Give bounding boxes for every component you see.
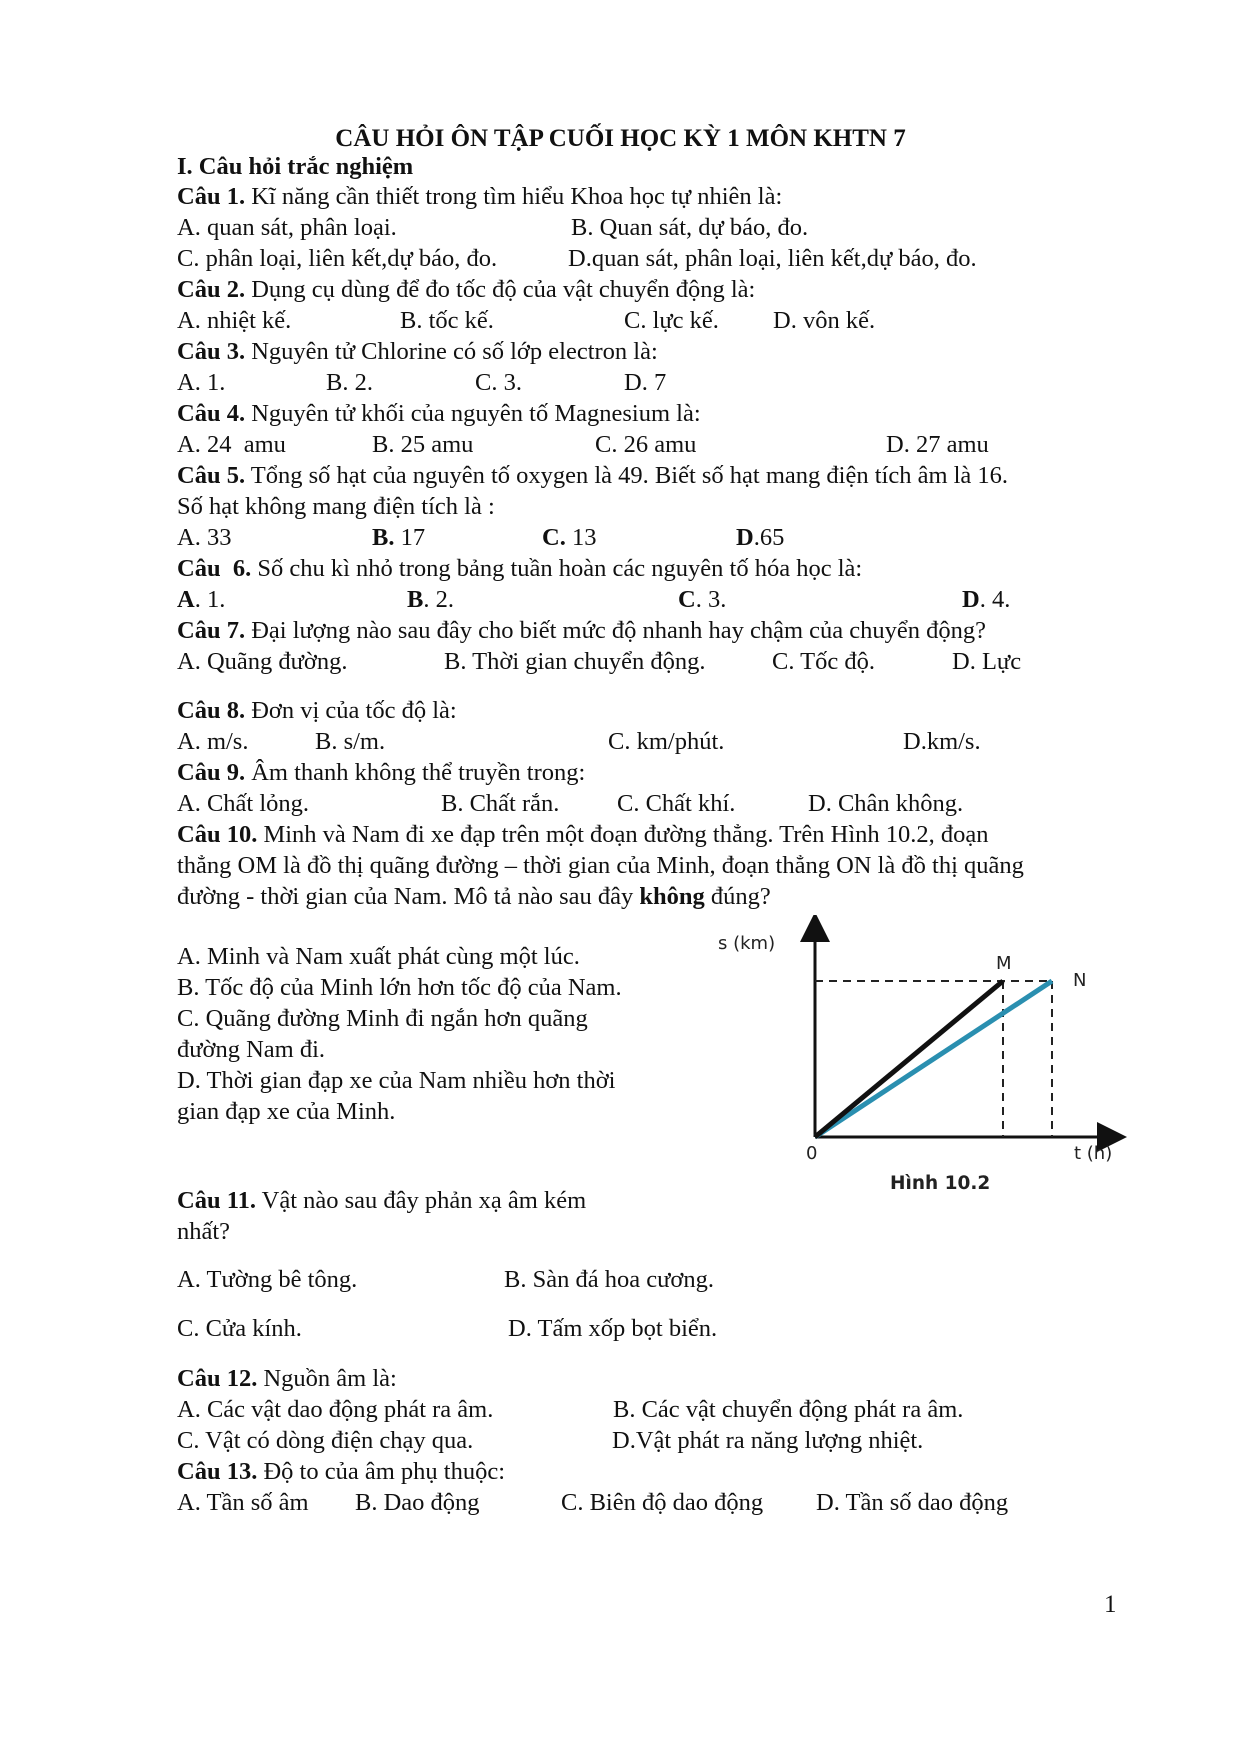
- q7-option-a: A. Quãng đường.: [177, 648, 348, 675]
- question-12: [177, 1364, 397, 1394]
- q10-option-c: C. Quãng đường Minh đi ngắn hơn quãng: [177, 1005, 588, 1032]
- q13-option-c: C. Biên độ dao động: [561, 1489, 764, 1516]
- question-text: Vật nào sau đây phản xạ âm kém: [255, 1187, 587, 1214]
- question-text: Nguyên tử khối của nguyên tố Magnesium là:: [245, 400, 701, 427]
- distance-time-graph: [700, 915, 1140, 1215]
- question-text: Tổng số hạt của nguyên tố oxygen là 49. Biết số hạt mang điện tích âm là 16.: [245, 462, 1009, 489]
- question-text: Minh và Nam đi xe đạp trên một đoạn đường thẳng. Trên Hình 10.2, đoạn: [257, 821, 989, 848]
- q8-option-a: A. m/s.: [177, 728, 249, 755]
- question-11: [177, 1186, 586, 1216]
- question-label: Câu 10.: [177, 821, 258, 848]
- q9-option-b: B. Chất rắn.: [441, 790, 560, 817]
- q7-option-b: B. Thời gian chuyển động.: [444, 648, 706, 675]
- q5-option-a: A. 33: [177, 524, 232, 551]
- question-3: [177, 337, 658, 367]
- q2-option-c: C. lực kế.: [624, 307, 719, 334]
- q11-option-c: C. Cửa kính.: [177, 1315, 302, 1342]
- q5-option-d: D.65: [736, 524, 785, 551]
- question-10: [177, 820, 989, 850]
- q13-option-d: D. Tần số dao động: [816, 1489, 1009, 1516]
- question-text: Đơn vị của tốc độ là:: [245, 697, 457, 724]
- q12-option-a: A. Các vật dao động phát ra âm.: [177, 1396, 494, 1423]
- question-11-continued: nhất?: [177, 1218, 231, 1245]
- q4-option-c: C. 26 amu: [595, 431, 697, 458]
- question-text: Độ to của âm phụ thuộc:: [257, 1458, 505, 1485]
- q9-option-d: D. Chân không.: [808, 790, 964, 817]
- origin-label: 0: [806, 1143, 818, 1164]
- q1-option-d: D.quan sát, phân loại, liên kết,dự báo, đo.: [568, 245, 977, 272]
- q9-option-c: C. Chất khí.: [617, 790, 736, 817]
- q3-option-c: C. 3.: [475, 369, 522, 396]
- q4-option-d: D. 27 amu: [886, 431, 989, 458]
- q12-option-d: D.Vật phát ra năng lượng nhiệt.: [612, 1427, 924, 1454]
- question-label: Câu 7.: [177, 617, 246, 644]
- q10-option-d: D. Thời gian đạp xe của Nam nhiều hơn thời: [177, 1067, 616, 1094]
- q5-option-c: C. 13: [542, 524, 597, 551]
- question-9: [177, 758, 585, 788]
- q4-option-b: B. 25 amu: [372, 431, 474, 458]
- question-8: [177, 696, 457, 726]
- page-title: CÂU HỎI ÔN TẬP CUỐI HỌC KỲ 1 MÔN KHTN 7: [335, 125, 906, 152]
- question-1: [177, 182, 782, 212]
- q1-option-c: C. phân loại, liên kết,dự báo, đo.: [177, 245, 498, 272]
- question-text: Nguồn âm là:: [257, 1365, 397, 1392]
- section-heading: I. Câu hỏi trắc nghiệm: [177, 153, 414, 180]
- question-label: Câu 1.: [177, 183, 246, 210]
- q11-option-b: B. Sàn đá hoa cương.: [504, 1266, 714, 1293]
- question-text: Số chu kì nhỏ trong bảng tuần hoàn các nguyên tố hóa học là:: [251, 555, 863, 582]
- question-5: [177, 461, 1008, 491]
- q5-option-b: B. 17: [372, 524, 426, 551]
- question-label: Câu 4.: [177, 400, 246, 427]
- q12-option-c: C. Vật có dòng điện chạy qua.: [177, 1427, 474, 1454]
- question-text: Âm thanh không thể truyền trong:: [245, 759, 586, 786]
- q6-option-b: B. 2.: [407, 586, 454, 613]
- q1-option-b: B. Quan sát, dự báo, đo.: [571, 214, 809, 241]
- q12-option-b: B. Các vật chuyển động phát ra âm.: [613, 1396, 964, 1423]
- q3-option-b: B. 2.: [326, 369, 373, 396]
- x-axis-label: t (h): [1074, 1143, 1113, 1164]
- q6-option-c: C. 3.: [678, 586, 727, 613]
- q6-option-d: D. 4.: [962, 586, 1011, 613]
- q4-option-a: A. 24 amu: [177, 431, 286, 458]
- question-label: Câu 3.: [177, 338, 246, 365]
- question-10-line-3: đường - thời gian của Nam. Mô tả nào sau đây không đúng?: [177, 883, 771, 910]
- q7-option-d: D. Lực: [952, 648, 1022, 675]
- question-2: [177, 275, 755, 305]
- question-6: [177, 554, 862, 584]
- line-on-nam: [815, 981, 1052, 1137]
- q10-option-d-continued: gian đạp xe của Minh.: [177, 1098, 396, 1125]
- question-label: Câu 11.: [177, 1187, 256, 1214]
- question-text: Đại lượng nào sau đây cho biết mức độ nhanh hay chậm của chuyển động?: [245, 617, 987, 644]
- question-13: [177, 1457, 505, 1487]
- y-axis-label: s (km): [718, 933, 776, 954]
- q1-option-a: A. quan sát, phân loại.: [177, 214, 397, 241]
- page-number: 1: [1104, 1591, 1117, 1618]
- graph-svg: [700, 915, 1140, 1215]
- question-5-continued: Số hạt không mang điện tích là :: [177, 493, 495, 520]
- q3-option-d: D. 7: [624, 369, 667, 396]
- question-7: [177, 616, 986, 646]
- q13-option-b: B. Dao động: [355, 1489, 480, 1516]
- question-label: Câu 13.: [177, 1458, 258, 1485]
- figure-caption: Hình 10.2: [890, 1173, 991, 1194]
- question-label: Câu 2.: [177, 276, 246, 303]
- question-text: Kĩ năng cần thiết trong tìm hiểu Khoa học tự nhiên là:: [245, 183, 783, 210]
- q2-option-d: D. vôn kế.: [773, 307, 876, 334]
- q2-option-a: A. nhiệt kế.: [177, 307, 292, 334]
- q11-option-d: D. Tấm xốp bọt biển.: [508, 1315, 718, 1342]
- q6-option-a: A. 1.: [177, 586, 226, 613]
- question-10-line-2: thẳng OM là đồ thị quãng đường – thời gian của Minh, đoạn thẳng ON là đồ thị quãng: [177, 852, 1024, 879]
- q2-option-b: B. tốc kế.: [400, 307, 494, 334]
- line-om-minh: [815, 981, 1003, 1137]
- q11-option-a: A. Tường bê tông.: [177, 1266, 358, 1293]
- question-label: Câu 6.: [177, 555, 252, 582]
- question-text: Nguyên tử Chlorine có số lớp electron là:: [245, 338, 658, 365]
- q10-option-b: B. Tốc độ của Minh lớn hơn tốc độ của Nam.: [177, 974, 622, 1001]
- question-label: Câu 5.: [177, 462, 246, 489]
- point-m-label: M: [996, 953, 1012, 974]
- q13-option-a: A. Tần số âm: [177, 1489, 309, 1516]
- q10-option-c-continued: đường Nam đi.: [177, 1036, 326, 1063]
- q8-option-d: D.km/s.: [903, 728, 981, 755]
- question-4: [177, 399, 701, 429]
- q3-option-a: A. 1.: [177, 369, 226, 396]
- q8-option-c: C. km/phút.: [608, 728, 725, 755]
- question-label: Câu 9.: [177, 759, 246, 786]
- question-label: Câu 8.: [177, 697, 246, 724]
- q10-option-a: A. Minh và Nam xuất phát cùng một lúc.: [177, 943, 580, 970]
- question-text: Dụng cụ dùng để đo tốc độ của vật chuyển động là:: [245, 276, 756, 303]
- point-n-label: N: [1073, 970, 1087, 991]
- question-label: Câu 12.: [177, 1365, 258, 1392]
- q9-option-a: A. Chất lỏng.: [177, 790, 310, 817]
- q7-option-c: C. Tốc độ.: [772, 648, 875, 675]
- q8-option-b: B. s/m.: [315, 728, 386, 755]
